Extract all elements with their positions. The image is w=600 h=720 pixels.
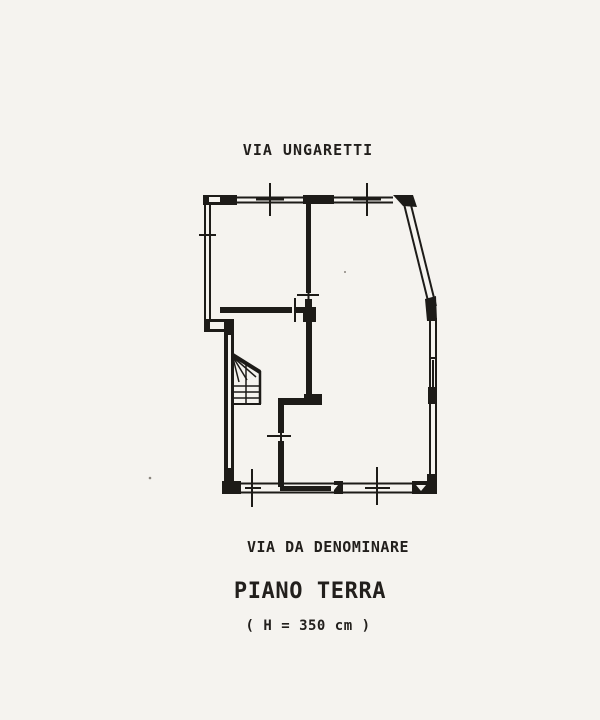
interior-wall-b-lower [278,441,284,487]
floor-title: PIANO TERRA [233,579,387,604]
corner-notch [209,197,220,202]
interior-wall-a-end-block [304,394,322,405]
jog-door-opening [210,322,224,329]
interior-wall-b-horizontal [278,398,306,405]
bottom-right-corner-wall [412,481,437,494]
bottom-door-sill-bar [280,486,331,491]
height-note: ( H = 350 cm ) [245,618,371,634]
interior-wall-b-upper [278,405,284,433]
scan-speck [344,271,346,273]
left-wall-core [228,335,231,468]
plan-line [410,201,436,306]
interior-wall-horizontal-stub [296,307,305,313]
street-label-bottom: VIA DA DENOMINARE [246,538,410,556]
interior-wall-a-upper [306,204,311,293]
interior-wall-horizontal [220,307,292,313]
street-label-top: VIA UNGARETTI [242,141,374,159]
scan-speck [149,477,152,480]
interior-wall-a-lower [306,322,312,396]
plan-line [404,204,430,309]
top-wall-mid-solid [303,195,334,204]
right-wall-solid-block [428,387,437,404]
interior-wall-a-stub [305,299,312,308]
